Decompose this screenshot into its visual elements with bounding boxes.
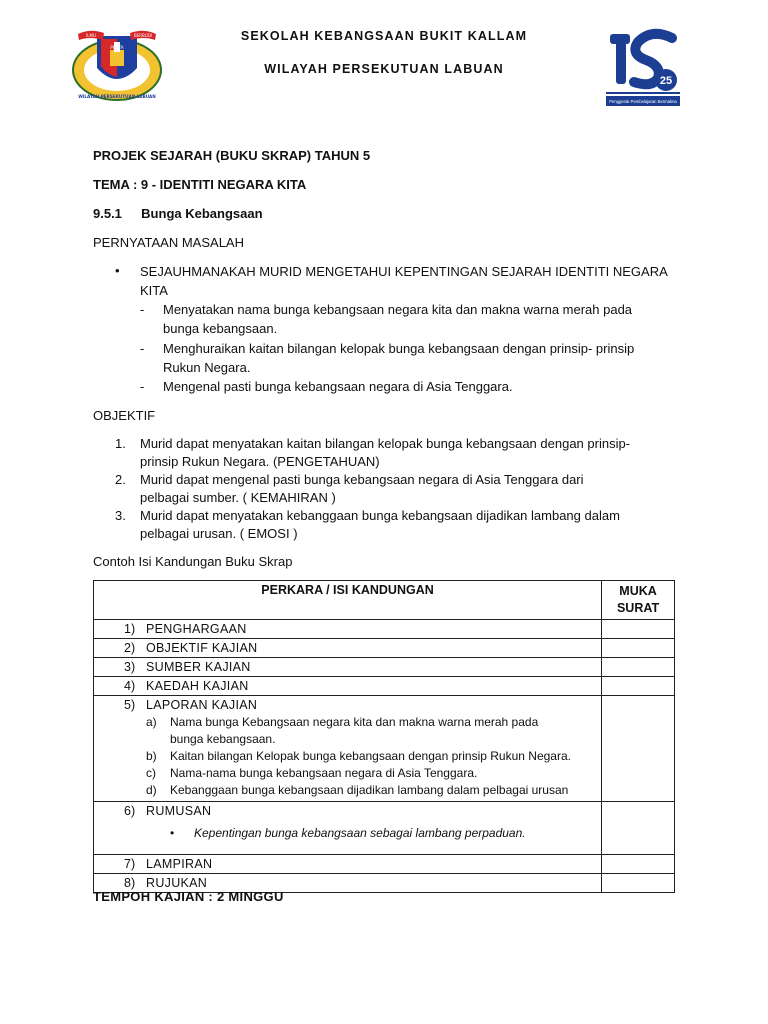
- objektif-2-line1: Murid dapat mengenal pasti bunga kebangsaan negara di Asia Tenggara dari: [140, 472, 584, 487]
- dash-item-3-line1: Mengenal pasti bunga kebangsaan negara di Asia Tenggara.: [163, 379, 513, 394]
- pernyataan-heading: PERNYATAAN MASALAH: [93, 235, 244, 250]
- objektif-1-line2: prinsip Rukun Negara. (PENGETAHUAN): [140, 454, 380, 469]
- school-crest-logo: [70, 22, 164, 104]
- crest-banner-left-text: ILMU: [86, 33, 96, 38]
- letterhead: [0, 0, 768, 120]
- page-cell: [602, 677, 675, 696]
- table-row: 1) PENGHARGAAN: [94, 620, 675, 639]
- objektif-num-1: 1.: [115, 436, 126, 451]
- table-row: 7) LAMPIRAN: [94, 855, 675, 874]
- dash-item-2-line2: Rukun Negara.: [163, 360, 251, 375]
- table-row-laporan: 5) LAPORAN KAJIAN a) Nama bunga Kebangsaan negara kita dan makna warna merah pada bunga kebangsaan. b) Kaitan bilangan Kelopak bunga kebangsaan dengan prinsip Rukun Negara. c) Nama-nama bunga kebangsaan negara di Asia Tenggara. d) Kebanggaan bunga kebangsaan dijadikan lambang dalam pelbagai urusan: [94, 696, 675, 802]
- objektif-3-line1: Murid dapat menyatakan kebanggaan bunga kebangsaan dijadikan lambang dalam: [140, 508, 620, 523]
- dash-item-1-line1: Menyatakan nama bunga kebangsaan negara kita dan makna warna merah pada: [163, 302, 633, 317]
- row-label: RUMUSAN: [146, 804, 212, 818]
- rumusan-bullet: • Kepentingan bunga kebangsaan sebagai lambang perpaduan.: [170, 826, 526, 840]
- crest-ring-text: WILAYAH PERSEKUTUAN LABUAN: [78, 94, 156, 99]
- row-label: LAPORAN KAJIAN: [146, 698, 258, 712]
- table-row-rumusan: 6) RUMUSAN • Kepentingan bunga kebangsaan sebagai lambang perpaduan.: [94, 802, 675, 855]
- col-header-surat: SURAT: [616, 601, 660, 615]
- col-header-perkara: PERKARA / ISI KANDUNGAN: [94, 581, 602, 620]
- crest-center-text: PELITA: [110, 45, 124, 50]
- col-header-muka: MUKA: [619, 584, 657, 598]
- page-cell: [602, 658, 675, 677]
- table-header-row: [94, 581, 675, 620]
- objektif-heading: OBJEKTIF: [93, 408, 156, 423]
- row-label: LAMPIRAN: [146, 857, 213, 871]
- laporan-sub-c: c) Nama-nama bunga kebangsaan negara di Asia Tenggara.: [146, 766, 478, 780]
- subtopic-number: 9.5.1: [93, 206, 122, 221]
- subtopic-title: Bunga Kebangsaan: [141, 206, 263, 221]
- objektif-3-line2: pelbagai urusan. ( EMOSI ): [140, 526, 298, 541]
- table-row: 4) KAEDAH KAJIAN: [94, 677, 675, 696]
- tema-heading: TEMA : 9 - IDENTITI NEGARA KITA: [93, 177, 307, 192]
- contents-table: [93, 580, 675, 893]
- row-label: SUMBER KAJIAN: [146, 660, 251, 674]
- pernyataan-line2: KITA: [140, 283, 168, 298]
- pernyataan-line1: SEJAUHMANAKAH MURID MENGETAHUI KEPENTINGAN SEJARAH IDENTITI NEGARA: [140, 264, 668, 279]
- table-row: 8) RUJUKAN: [94, 874, 675, 893]
- page-cell: [602, 874, 675, 893]
- objektif-1-line1: Murid dapat menyatakan kaitan bilangan kelopak bunga kebangsaan dengan prinsip-: [140, 436, 631, 451]
- laporan-sub-a: a) Nama bunga Kebangsaan negara kita dan makna warna merah pada bunga kebangsaan.: [146, 715, 539, 746]
- ts25-logo: [602, 24, 684, 108]
- page-cell: [602, 620, 675, 639]
- objektif-num-2: 2.: [115, 472, 126, 487]
- table-row: 2) OBJEKTIF KAJIAN: [94, 639, 675, 658]
- col-header-muka-surat: [602, 581, 675, 620]
- laporan-sub-b: b) Kaitan bilangan Kelopak bunga kebangsaan dengan prinsip Rukun Negara.: [146, 749, 571, 763]
- project-title: PROJEK SEJARAH (BUKU SKRAP) TAHUN 5: [93, 148, 371, 163]
- objektif-2-line2: pelbagai sumber. ( KEMAHIRAN ): [140, 490, 336, 505]
- crest-banner-right-text: BERBUDI: [134, 33, 152, 38]
- ts25-caption: Penggerak Pembelajaran Bermakna: [609, 99, 677, 104]
- row-label: PENGHARGAAN: [146, 622, 247, 636]
- row-label: RUJUKAN: [146, 876, 208, 890]
- page-cell: [602, 802, 675, 855]
- ts25-number: 25: [659, 75, 673, 87]
- dash-item-1-line2: bunga kebangsaan.: [163, 321, 278, 336]
- page-cell: [602, 855, 675, 874]
- school-region: WILAYAH PERSEKUTUAN LABUAN: [264, 62, 504, 76]
- page-cell: [602, 696, 675, 802]
- dash-item-2-line1: Menghuraikan kaitan bilangan kelopak bunga kebangsaan dengan prinsip- prinsip: [163, 341, 635, 356]
- bullet-icon: •: [115, 263, 120, 278]
- tempoh-kajian: TEMPOH KAJIAN : 2 MINGGU: [93, 889, 284, 904]
- laporan-sub-d: d) Kebanggaan bunga kebangsaan dijadikan lambang dalam pelbagai urusan: [146, 783, 569, 797]
- school-name: SEKOLAH KEBANGSAAN BUKIT KALLAM: [240, 29, 528, 43]
- bullet-icon: •: [170, 826, 175, 840]
- contoh-heading: Contoh Isi Kandungan Buku Skrap: [93, 554, 293, 569]
- table-row: 3) SUMBER KAJIAN: [94, 658, 675, 677]
- row-label: KAEDAH KAJIAN: [146, 679, 249, 693]
- page-cell: [602, 639, 675, 658]
- objektif-num-3: 3.: [115, 508, 126, 523]
- subtopic-heading: [93, 206, 263, 221]
- row-label: OBJEKTIF KAJIAN: [146, 641, 258, 655]
